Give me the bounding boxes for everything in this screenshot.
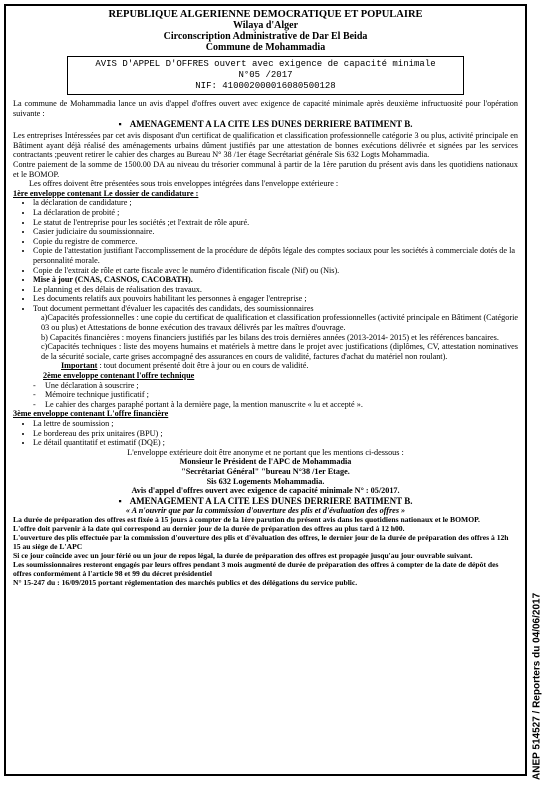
list-item: • La lettre de soumission ; <box>33 419 518 429</box>
list-item: • Les documents relatifs aux pouvoirs habilitant les personnes à engager l'entreprise ; <box>33 294 518 304</box>
final-line: La durée de préparation des offres est fixée à 15 jours à compter de la 1ère parution du présent avis dans les quotidiens nationaux et le BOMOP. <box>13 515 480 525</box>
final-line: L'ouverture des plis effectuée par la commission d'ouverture des plis et d'évaluation des offres, le dernier jour de la durée de préparation des offres à 12h 15 au siège de L'APC <box>13 533 509 552</box>
envelope2-title: 2ème enveloppe contenant l'offre technique <box>43 371 195 381</box>
address-line-4: Avis d'appel d'offres ouvert avec exigence de capacité minimale N° : 05/2017. <box>131 486 400 496</box>
outer-envelope-note: L'enveloppe extérieure doit être anonyme et ne portant que les mentions ci-dessous : <box>127 447 404 457</box>
envelope1-title: 1ère enveloppe contenant Le dossier de candidature : <box>13 188 199 198</box>
list-item: • Copie du registre de commerce. <box>33 237 518 247</box>
header-republic: REPUBLIQUE ALGERIENNE DEMOCRATIQUE ET POPULAIRE <box>108 9 423 20</box>
list-item: - Mémoire technique justificatif ; <box>45 390 518 400</box>
list-item: • Tout document permettant d'évaluer les capacités des candidats, des soumissionnaires <box>33 304 518 314</box>
envelopes-intro: Les offres doivent être présentées sous trois enveloppes intégrées dans l'enveloppe extérieure : <box>29 179 339 189</box>
capacity-professional: a)Capacités professionnelles : une copie du certificat de qualification et classification professionnelles (activité principale en Bâtiment (Catégorie 03 ou plus) et Attestations de bonne exécution des travaux délivrés par les maîtres d'ouvrage. <box>41 313 518 333</box>
address-line-2: "Secrétariat Général" "bureau N°38 /1er Etage. <box>181 466 350 476</box>
payment-paragraph: Contre paiement de la somme de 1500.00 DA au niveau du trésorier communal à partir de la 1ère parution du présent avis dans les quotidiens nationaux et le BOMOP. <box>13 159 518 179</box>
list-item: • Le bordereau des prix unitaires (BPU) ; <box>33 429 518 439</box>
list-item: • Casier judiciaire du soumissionnaire. <box>33 227 518 237</box>
final-line: L'offre doit parvenir à la date qui correspond au dernier jour de la durée de préparation des offres au plus tard à 12 h00. <box>13 524 405 534</box>
header-circonscription: Circonscription Administrative de Dar El Beida <box>163 31 368 42</box>
address-operation: ▪ AMENAGEMENT A LA CITE LES DUNES DERRIERE BATIMENT B. <box>13 496 518 506</box>
important-label: Important <box>61 361 98 371</box>
important-note <box>13 361 518 371</box>
list-item: • Le statut de l'entreprise pour les sociétés ;et l'extrait de rôle apuré. <box>33 218 518 228</box>
final-line: N° 15-247 du : 16/09/2015 portant réglementation des marchés publics et des délégations du service public. <box>13 578 358 588</box>
header-wilaya: Wilaya d'Alger <box>232 20 299 31</box>
envelope1-list <box>13 198 518 313</box>
capacity-technical: c)Capacités techniques : liste des moyens humains et matériels à mettre dans le projet avec justifications (diplômes, CV, attestation nominatives de la sécurité sociale, carte grises accompagné des assurances en cours de validité, factures d'achat du matériel non roulant). <box>41 342 518 361</box>
list-item: - Le cahier des charges paraphé portant à la dernière page, la mention manuscrite « lu et accepté ». <box>45 400 518 410</box>
list-item: • Copie de l'extrait de rôle et carte fiscale avec le numéro d'identification fiscale (Nif) ou (Nis). <box>33 266 518 276</box>
intro-text: La commune de Mohammadia lance un avis d'appel d'offres ouvert avec exigence de capacité minimale après deuxième infructuosité pour l'opération suivante : <box>13 99 518 118</box>
address-line-1: Monsieur le Président de l'APC de Mohammadia <box>179 457 352 467</box>
list-item: • la déclaration de candidature ; <box>33 198 518 208</box>
address-line-3: Sis 632 Logements Mohammadia. <box>206 476 325 486</box>
list-item: • Mise à jour (CNAS, CASNOS, CACOBATH). <box>33 275 518 285</box>
list-item: • Le détail quantitatif et estimatif (DQE) ; <box>33 438 518 448</box>
capacity-financial: b) Capacités financières : moyens financiers justifiés par les bilans des trois dernières années (2013-2014- 2015) et les références bancaires. <box>41 332 499 342</box>
side-publication-label <box>530 520 544 780</box>
eligibility-paragraph: Les entreprises Intéressées par cet avis disposant d'un certificat de qualification et classification professionnelle catégorie 3 ou plus, activité principale en Bâtiment ayant déjà réalisé des aménagements urbains dûment justifiés par une attestation de bonnes exécutions délivrée et signées par les services contractants ;peuvent retirer le cahier des charges au Bureau N° 38 /1er étage Secrétariat générale Sis 632 Logts Mohammadia. <box>13 131 518 160</box>
envelope3-title: 3ème enveloppe contenant L'offre financière <box>13 409 169 419</box>
notice-box <box>67 56 464 95</box>
operation-title: ▪ AMENAGEMENT A LA CITE LES DUNES DERRIERE BATIMENT B. <box>13 119 518 129</box>
notice-nif: NIF: 410002000016080500128 <box>195 81 336 91</box>
notice-number: N°05 /2017 <box>238 70 293 80</box>
list-item: • Le planning et des délais de réalisation des travaux. <box>33 285 518 295</box>
address-do-not-open: « A n'ouvrir que par la commission d'ouverture des plis et d'évaluation des offres » <box>125 505 406 515</box>
list-item: • Copie de l'attestation justifiant l'accomplissement de la procédure de dépôts légale des comptes sociaux pour les sociétés à commerciale dotés de la personnalité morale. <box>33 246 518 265</box>
important-text: : tout document présenté doit être à jour ou en cours de validité. <box>99 361 309 371</box>
envelope3-list <box>13 419 518 448</box>
side-text: ANEP 514527 / Reporters du 04/06/2017 <box>531 592 543 780</box>
list-item: - Une déclaration à souscrire ; <box>45 381 518 391</box>
notice-title: AVIS D'APPEL D'OFFRES ouvert avec exigence de capacité minimale <box>95 59 436 69</box>
list-item: • La déclaration de probité ; <box>33 208 518 218</box>
final-line: Les soumissionnaires resteront engagés par leurs offres pendant 3 mois augmenté de durée de préparation des offres à compter de la date de dépôt des offres conformément à l'article 98 et 99 du décret présidentiel <box>13 560 499 579</box>
header-commune: Commune de Mohammadia <box>205 42 326 53</box>
final-line: Si ce jour coïncide avec un jour férié ou un jour de repos légal, la durée de préparation des offres est propagée jusqu'au jour ouvrable suivant. <box>13 551 473 561</box>
envelope2-list <box>13 381 518 410</box>
notice-frame <box>4 4 527 776</box>
